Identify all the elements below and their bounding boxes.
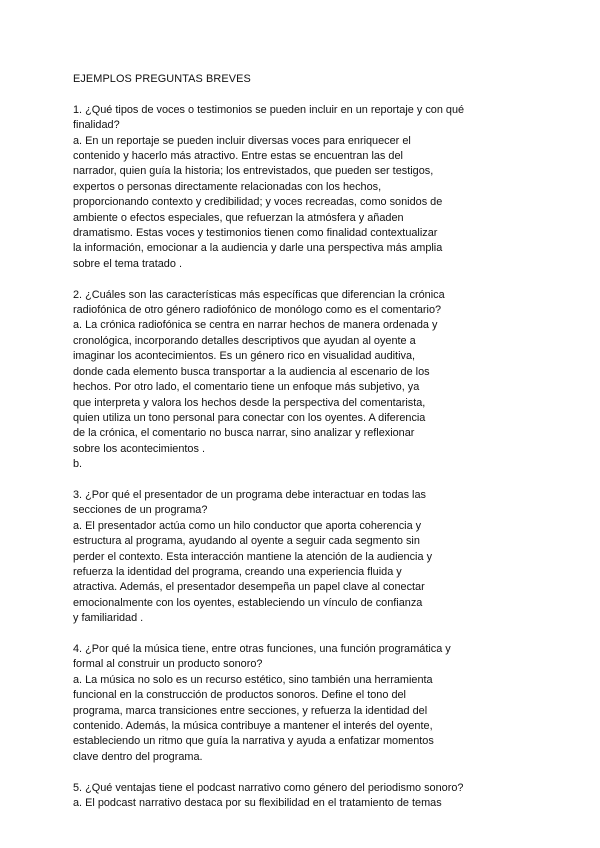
text-line: 2. ¿Cuáles son las características más específicas que diferencian la crónica <box>73 288 445 301</box>
qa-block-1 <box>73 103 473 272</box>
text-line: a. En un reportaje se pueden incluir diversas voces para enriquecer el <box>73 134 411 147</box>
text-line: proporcionando contexto y credibilidad; y voces recreadas, como sonidos de <box>73 196 443 209</box>
text-line: contenido y hacerlo más atractivo. Entre estas se encuentran las del <box>73 150 403 163</box>
text-line: imaginar los acontecimientos. Es un género rico en visualidad auditiva, <box>73 350 416 363</box>
text-line: 4. ¿Por qué la música tiene, entre otras funciones, una función programática y <box>73 642 451 655</box>
text-line: cronológica, incorporando detalles descriptivos que ayudan al oyente a <box>73 334 416 347</box>
text-line: que interpreta y valora los hechos desde la perspectiva del comentarista, <box>73 396 426 409</box>
text-line: contenido. Además, la música contribuye a mantener el interés del oyente, <box>73 720 433 732</box>
text-line: a. El presentador actúa como un hilo conductor que aporta coherencia y <box>73 519 422 532</box>
text-line: a. La música no solo es un recurso estético, sino también una herramienta <box>73 673 433 686</box>
text-line: hechos. Por otro lado, el comentario tiene un enfoque más subjetivo, ya <box>73 381 420 394</box>
text-line: b. <box>73 458 83 471</box>
text-line: narrador, quien guía la historia; los entrevistados, que pueden ser testigos, <box>73 165 434 178</box>
text-line: estructura al programa, ayudando al oyente a seguir cada segmento sin <box>73 535 420 548</box>
document-body <box>73 72 473 827</box>
text-line: ambiente o efectos especiales, que refuerzan la atmósfera y añaden <box>73 211 404 224</box>
text-line: finalidad? <box>73 119 120 132</box>
text-line: la información, emocionar a la audiencia y darle una perspectiva más amplia <box>73 242 443 255</box>
text-line: radiofónica de otro género radiofónico de monólogo como es el comentario? <box>73 304 442 317</box>
text-line: quien utiliza un tono personal para conectar con los oyentes. A diferencia <box>73 411 426 424</box>
text-line: atractiva. Además, el presentador desempeña un papel clave al conectar <box>73 581 425 594</box>
text-line: secciones de un programa? <box>73 504 208 517</box>
text-line: emocionalmente con los oyentes, estableciendo un vínculo de confianza <box>73 596 423 609</box>
text-line: sobre los acontecimientos . <box>73 442 205 455</box>
text-line: perder el contexto. Esta interacción mantiene la atención de la audiencia y <box>73 550 433 563</box>
text-line: funcional en la construcción de productos sonoros. Define el tono del <box>73 689 406 702</box>
text-line: y familiaridad . <box>73 612 144 625</box>
text-line: programa, marca transiciones entre secciones, y refuerza la identidad del <box>73 704 428 717</box>
text-line: 1. ¿Qué tipos de voces o testimonios se pueden incluir en un reportaje y con qué <box>73 103 465 116</box>
text-line: sobre el tema tratado . <box>73 257 182 270</box>
text-line: de la crónica, el comentario no busca narrar, sino analizar y reflexionar <box>73 427 415 440</box>
qa-block-2 <box>73 288 473 473</box>
qa-block-4 <box>73 642 473 765</box>
text-line: dramatismo. Estas voces y testimonios tienen como finalidad contextualizar <box>73 227 438 240</box>
text-line: clave dentro del programa. <box>73 750 203 763</box>
text-line: estableciendo un ritmo que guía la narrativa y ayuda a enfatizar momentos <box>73 735 434 748</box>
text-line: a. El podcast narrativo destaca por su flexibilidad en el tratamiento de temas <box>73 797 442 810</box>
qa-block-5 <box>73 781 473 812</box>
document-title: EJEMPLOS PREGUNTAS BREVES <box>73 73 251 85</box>
text-line: a. La crónica radiofónica se centra en narrar hechos de manera ordenada y <box>73 319 438 332</box>
text-line: refuerza la identidad del programa, creando una experiencia fluida y <box>73 565 402 578</box>
text-line: 5. ¿Qué ventajas tiene el podcast narrativo como género del periodismo sonoro? <box>73 781 464 794</box>
text-line: donde cada elemento busca transportar a la audiencia al escenario de los <box>73 365 430 378</box>
text-line: 3. ¿Por qué el presentador de un programa debe interactuar en todas las <box>73 488 426 501</box>
qa-block-3 <box>73 488 473 627</box>
text-line: expertos o personas directamente relacionadas con los hechos, <box>73 180 382 193</box>
text-line: formal al construir un producto sonoro? <box>73 658 263 671</box>
